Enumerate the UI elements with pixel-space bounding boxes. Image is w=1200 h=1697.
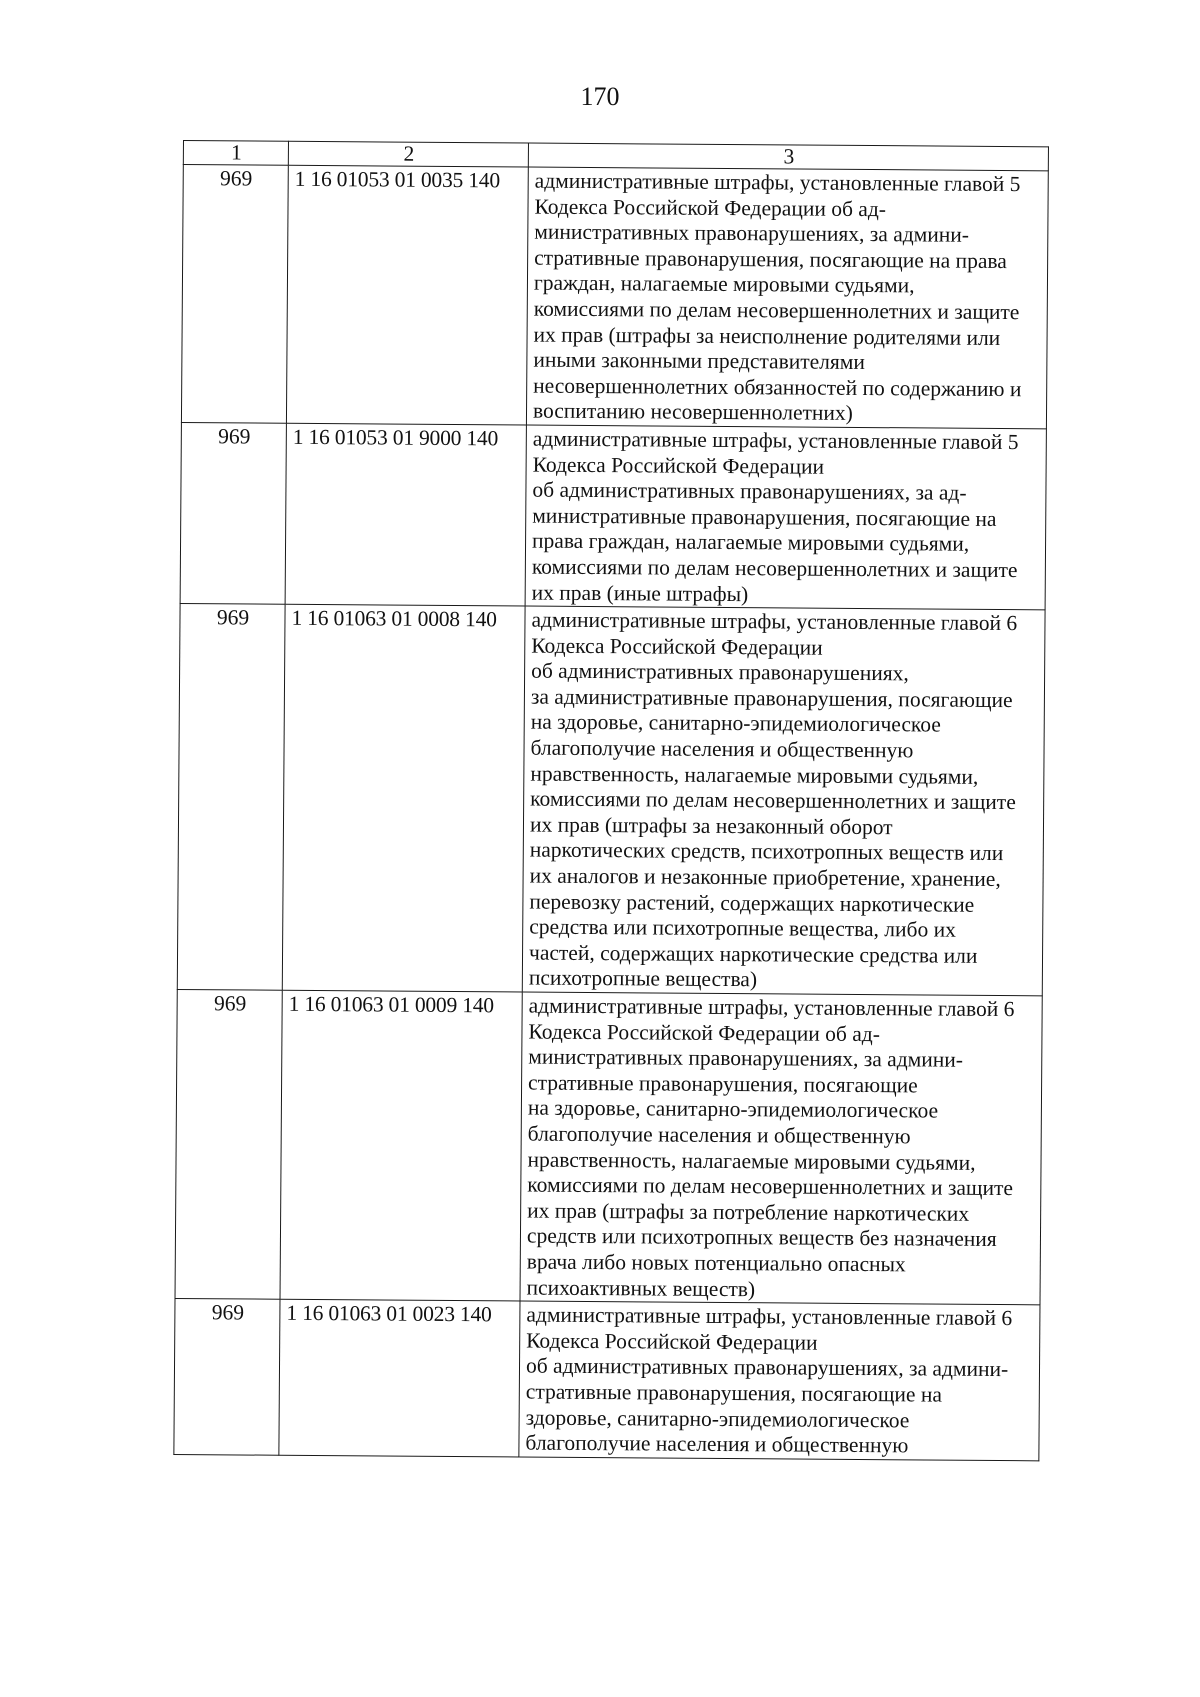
description-line: комиссиями по делам несовершеннолетних и защите <box>527 1172 1014 1201</box>
description-line: Кодекса Российской Федерации <box>526 1328 818 1355</box>
description-line: права граждан, налагаемые мировыми судьями, <box>531 528 970 557</box>
column-header-3: 3 <box>528 143 1048 171</box>
admin-code-cell: 969 <box>181 165 288 424</box>
description-line: на здоровье, санитарно-эпидемиологическое <box>527 1095 939 1123</box>
description-line: средства или психотропные вещества, либо их <box>529 914 957 942</box>
description-cell <box>526 167 1048 429</box>
description-line: средств или психотропных веществ без назначения <box>526 1223 997 1252</box>
admin-code-cell: 969 <box>177 604 285 991</box>
description-line: Кодекса Российской Федерации <box>532 452 825 479</box>
description-line: психотропные вещества) <box>528 965 758 992</box>
description-cell <box>525 425 1046 610</box>
description-line: стративные правонарушения, посягающие на права <box>534 245 1007 273</box>
description-line: министративные правонарушения, посягающие на <box>532 503 997 531</box>
table-row <box>177 604 1045 996</box>
description-line: комиссиями по делам несовершеннолетних и защите <box>531 554 1018 583</box>
description-line: несовершеннолетних обязанностей по содержанию и <box>533 373 1022 401</box>
column-header-2: 2 <box>288 141 528 167</box>
description-line: здоровье, санитарно-эпидемиологическое <box>525 1405 910 1432</box>
description-line: благополучие населения и общественную <box>527 1121 911 1149</box>
admin-code-cell: 969 <box>180 422 286 604</box>
description-line: стративные правонарушения, посягающие <box>528 1070 918 1098</box>
description-line: административные штрафы, установленные главой 5 <box>534 168 1021 197</box>
description-line: административные штрафы, установленные главой 5 <box>532 426 1019 455</box>
description-line: об административных правонарушениях, за ад- <box>532 477 967 505</box>
description-line: нравственность, налагаемые мировыми судьями, <box>527 1147 976 1175</box>
description-line: их прав (иные штрафы) <box>531 580 749 606</box>
description-line: административные штрафы, установленные главой 6 <box>526 1302 1013 1331</box>
description-line: их прав (штрафы за неисполнение родителями или <box>533 322 1001 350</box>
description-line: воспитанию несовершеннолетних) <box>532 398 853 426</box>
description-line: благополучие населения и общественную <box>530 735 914 763</box>
table-row <box>180 422 1046 609</box>
budget-codes-table <box>173 140 1049 1461</box>
description-line: на здоровье, санитарно-эпидемиологическое <box>530 710 941 738</box>
table-row <box>181 165 1048 429</box>
description-line: комиссиями по делам несовершеннолетних и защите <box>533 296 1020 325</box>
budget-code-cell: 1 16 01063 01 0023 140 <box>279 1299 520 1456</box>
description-line: их прав (штрафы за незаконный оборот <box>529 812 893 840</box>
table-row <box>175 989 1042 1304</box>
description-line: министративных правонарушениях, за админи- <box>534 219 970 247</box>
description-cell <box>519 1301 1040 1460</box>
document-body <box>173 140 1048 1461</box>
budget-code-cell: 1 16 01053 01 0035 140 <box>286 165 528 425</box>
column-header-1: 1 <box>183 141 288 166</box>
description-line: об административных правонарушениях, за админи- <box>525 1353 1009 1382</box>
description-line: благополучие населения и общественную <box>525 1430 909 1458</box>
description-line: иными законными представителями <box>533 347 866 375</box>
description-line: нравственность, налагаемые мировыми судьями, <box>530 761 979 789</box>
description-line: министративных правонарушениях, за админи- <box>528 1044 964 1072</box>
description-line: частей, содержащих наркотические средства или <box>528 940 978 968</box>
table-row <box>174 1299 1040 1461</box>
page-number: 170 <box>580 82 620 111</box>
budget-code-cell: 1 16 01063 01 0009 140 <box>280 990 522 1301</box>
description-line: стративные правонарушения, посягающие на <box>525 1379 943 1407</box>
description-line: административные штрафы, установленные главой 6 <box>528 993 1015 1022</box>
description-line: психоактивных веществ) <box>526 1275 756 1301</box>
budget-code-cell: 1 16 01063 01 0008 140 <box>282 604 525 992</box>
description-line: Кодекса Российской Федерации <box>531 633 823 660</box>
description-line: их прав (штрафы за потребление наркотических <box>527 1198 970 1226</box>
admin-code-cell: 969 <box>174 1299 280 1455</box>
description-line: Кодекса Российской Федерации об ад- <box>534 194 887 221</box>
admin-code-cell: 969 <box>175 989 282 1299</box>
description-line: наркотических средств, психотропных веществ или <box>529 837 1004 866</box>
budget-code-cell: 1 16 01053 01 9000 140 <box>285 423 526 606</box>
table-body <box>174 141 1049 1461</box>
description-cell <box>520 992 1042 1305</box>
description-line: перевозку растений, содержащих наркотические <box>529 889 975 917</box>
description-line: врача либо новых потенциально опасных <box>526 1249 906 1277</box>
description-line: граждан, налагаемые мировыми судьями, <box>533 270 915 298</box>
description-line: за административные правонарушения, посягающие <box>530 684 1013 712</box>
description-line: комиссиями по делам несовершеннолетних и защите <box>530 786 1016 815</box>
description-line: административные штрафы, установленные главой 6 <box>531 607 1018 636</box>
description-line: Кодекса Российской Федерации об ад- <box>528 1019 881 1046</box>
description-line: об административных правонарушениях, <box>531 658 909 686</box>
description-cell <box>522 606 1045 996</box>
description-line: их аналогов и незаконные приобретение, хранение, <box>529 863 1001 892</box>
